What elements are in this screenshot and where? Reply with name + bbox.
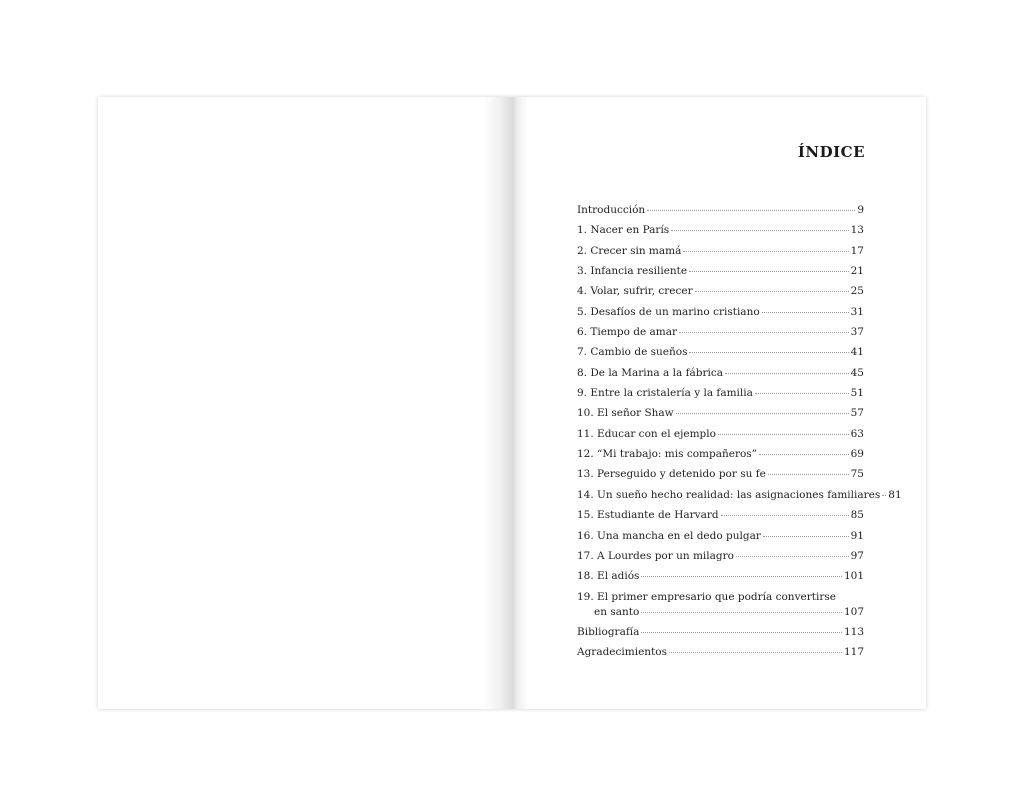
toc-entry-label: 10. El señor Shaw [577,407,674,420]
toc-entry-page: 117 [843,645,864,658]
toc-entry[interactable] [577,261,864,281]
toc-entry-label: 2. Crecer sin mamá [577,244,682,257]
toc-entry[interactable] [577,383,864,403]
toc-entry-label: 15. Estudiante de Harvard [577,509,719,522]
toc-entry[interactable] [577,200,864,220]
toc-entry[interactable] [577,464,864,484]
left-page-blank [98,97,512,709]
toc-entry-page: 69 [850,448,864,461]
toc-entry-label: Introducción [577,204,646,216]
dot-leader [647,210,855,211]
toc-entry-label: 9. Entre la cristalería y la familia [577,387,753,400]
toc-entry-page: 97 [850,549,864,562]
toc-entry[interactable] [577,363,864,383]
toc-entry[interactable] [577,526,864,546]
toc-entry-page: 41 [850,346,864,359]
toc-entry-label: 12. “Mi trabajo: mis compañeros” [577,448,758,461]
dot-leader [762,312,849,313]
toc-entry[interactable] [577,220,864,240]
dot-leader [695,291,849,292]
dot-leader [641,612,842,613]
toc-entry[interactable] [577,302,864,322]
toc-entry-label: 14. Un sueño hecho realidad: las asignaciones familiares [577,488,881,501]
dot-leader [736,556,849,557]
toc-entry[interactable] [577,485,902,505]
toc-entry[interactable] [577,622,864,642]
index-heading: ÍNDICE [797,143,865,161]
dot-leader [768,474,849,475]
toc-entry[interactable] [577,241,864,261]
toc-entry-page: 21 [850,265,864,278]
dot-leader [718,434,849,435]
dot-leader [759,454,849,455]
dot-leader [882,495,886,496]
dot-leader [689,352,848,353]
toc-entry[interactable] [577,566,864,586]
toc-entry-label: 6. Tiempo de amar [577,326,678,339]
toc-entry-page: 101 [843,570,864,583]
toc-entry[interactable] [577,642,864,662]
toc-entry-label: 5. Desafíos de un marino cristiano [577,305,760,318]
toc-entry-label: 17. A Lourdes por un milagro [577,549,734,562]
toc-entry-page: 17 [850,244,864,257]
toc-entry[interactable] [577,281,864,301]
toc-entry-page: 45 [850,366,864,379]
toc-entry-label: 7. Cambio de sueños [577,346,688,359]
toc-entry-label: 8. De la Marina a la fábrica [577,366,723,379]
toc-entry-label: 16. Una mancha en el dedo pulgar [577,529,761,542]
toc-entry[interactable] [577,403,864,423]
toc-entry-19[interactable] [577,587,864,622]
open-book [98,97,926,709]
dot-leader [669,652,842,653]
dot-leader [676,413,849,414]
toc-entry-label: 1. Nacer en París [577,224,670,237]
toc-entry[interactable] [577,322,864,342]
right-page [512,97,926,709]
dot-leader [721,515,849,516]
toc-entry-page: 91 [850,529,864,542]
toc-entry-page: 51 [850,387,864,400]
toc-entry-label: 13. Perseguido y detenido por su fe [577,468,766,481]
toc-entry-label: 18. El adiós [577,570,640,583]
toc-entry[interactable] [577,444,864,464]
toc-entry-label: 11. Educar con el ejemplo [577,427,716,440]
table-of-contents [577,200,902,662]
toc-entry-page: 107 [843,605,864,618]
dot-leader [755,393,849,394]
toc-entry-page: 63 [850,427,864,440]
toc-entry[interactable] [577,342,864,362]
toc-entry[interactable] [577,546,864,566]
toc-entry-page: 81 [888,488,902,501]
toc-entry-page: 113 [843,625,864,638]
toc-entry-label: Agradecimientos [577,645,667,658]
dot-leader [725,373,849,374]
toc-entry-page: 9 [857,204,864,216]
toc-entry-page: 25 [850,285,864,298]
toc-entry-page: 57 [850,407,864,420]
dot-leader [679,332,849,333]
dot-leader [641,632,842,633]
toc-entry-label-continued: en santo [594,605,640,618]
dot-leader [671,230,848,231]
toc-entry[interactable] [577,505,864,525]
toc-entry-page: 37 [850,326,864,339]
toc-entry-page: 85 [850,509,864,522]
toc-entry-page: 75 [850,468,864,481]
toc-entry[interactable] [577,424,864,444]
toc-entry-page: 31 [850,305,864,318]
dot-leader [689,271,849,272]
toc-entry-label: Bibliografía [577,625,640,638]
dot-leader [683,251,848,252]
dot-leader [641,576,842,577]
toc-entry-page: 13 [850,224,864,237]
toc-entry-label: 4. Volar, sufrir, crecer [577,285,693,298]
toc-entry-label: 3. Infancia resiliente [577,265,688,278]
dot-leader [763,536,849,537]
toc-entry-label: 19. El primer empresario que podría convertirse [577,590,836,603]
